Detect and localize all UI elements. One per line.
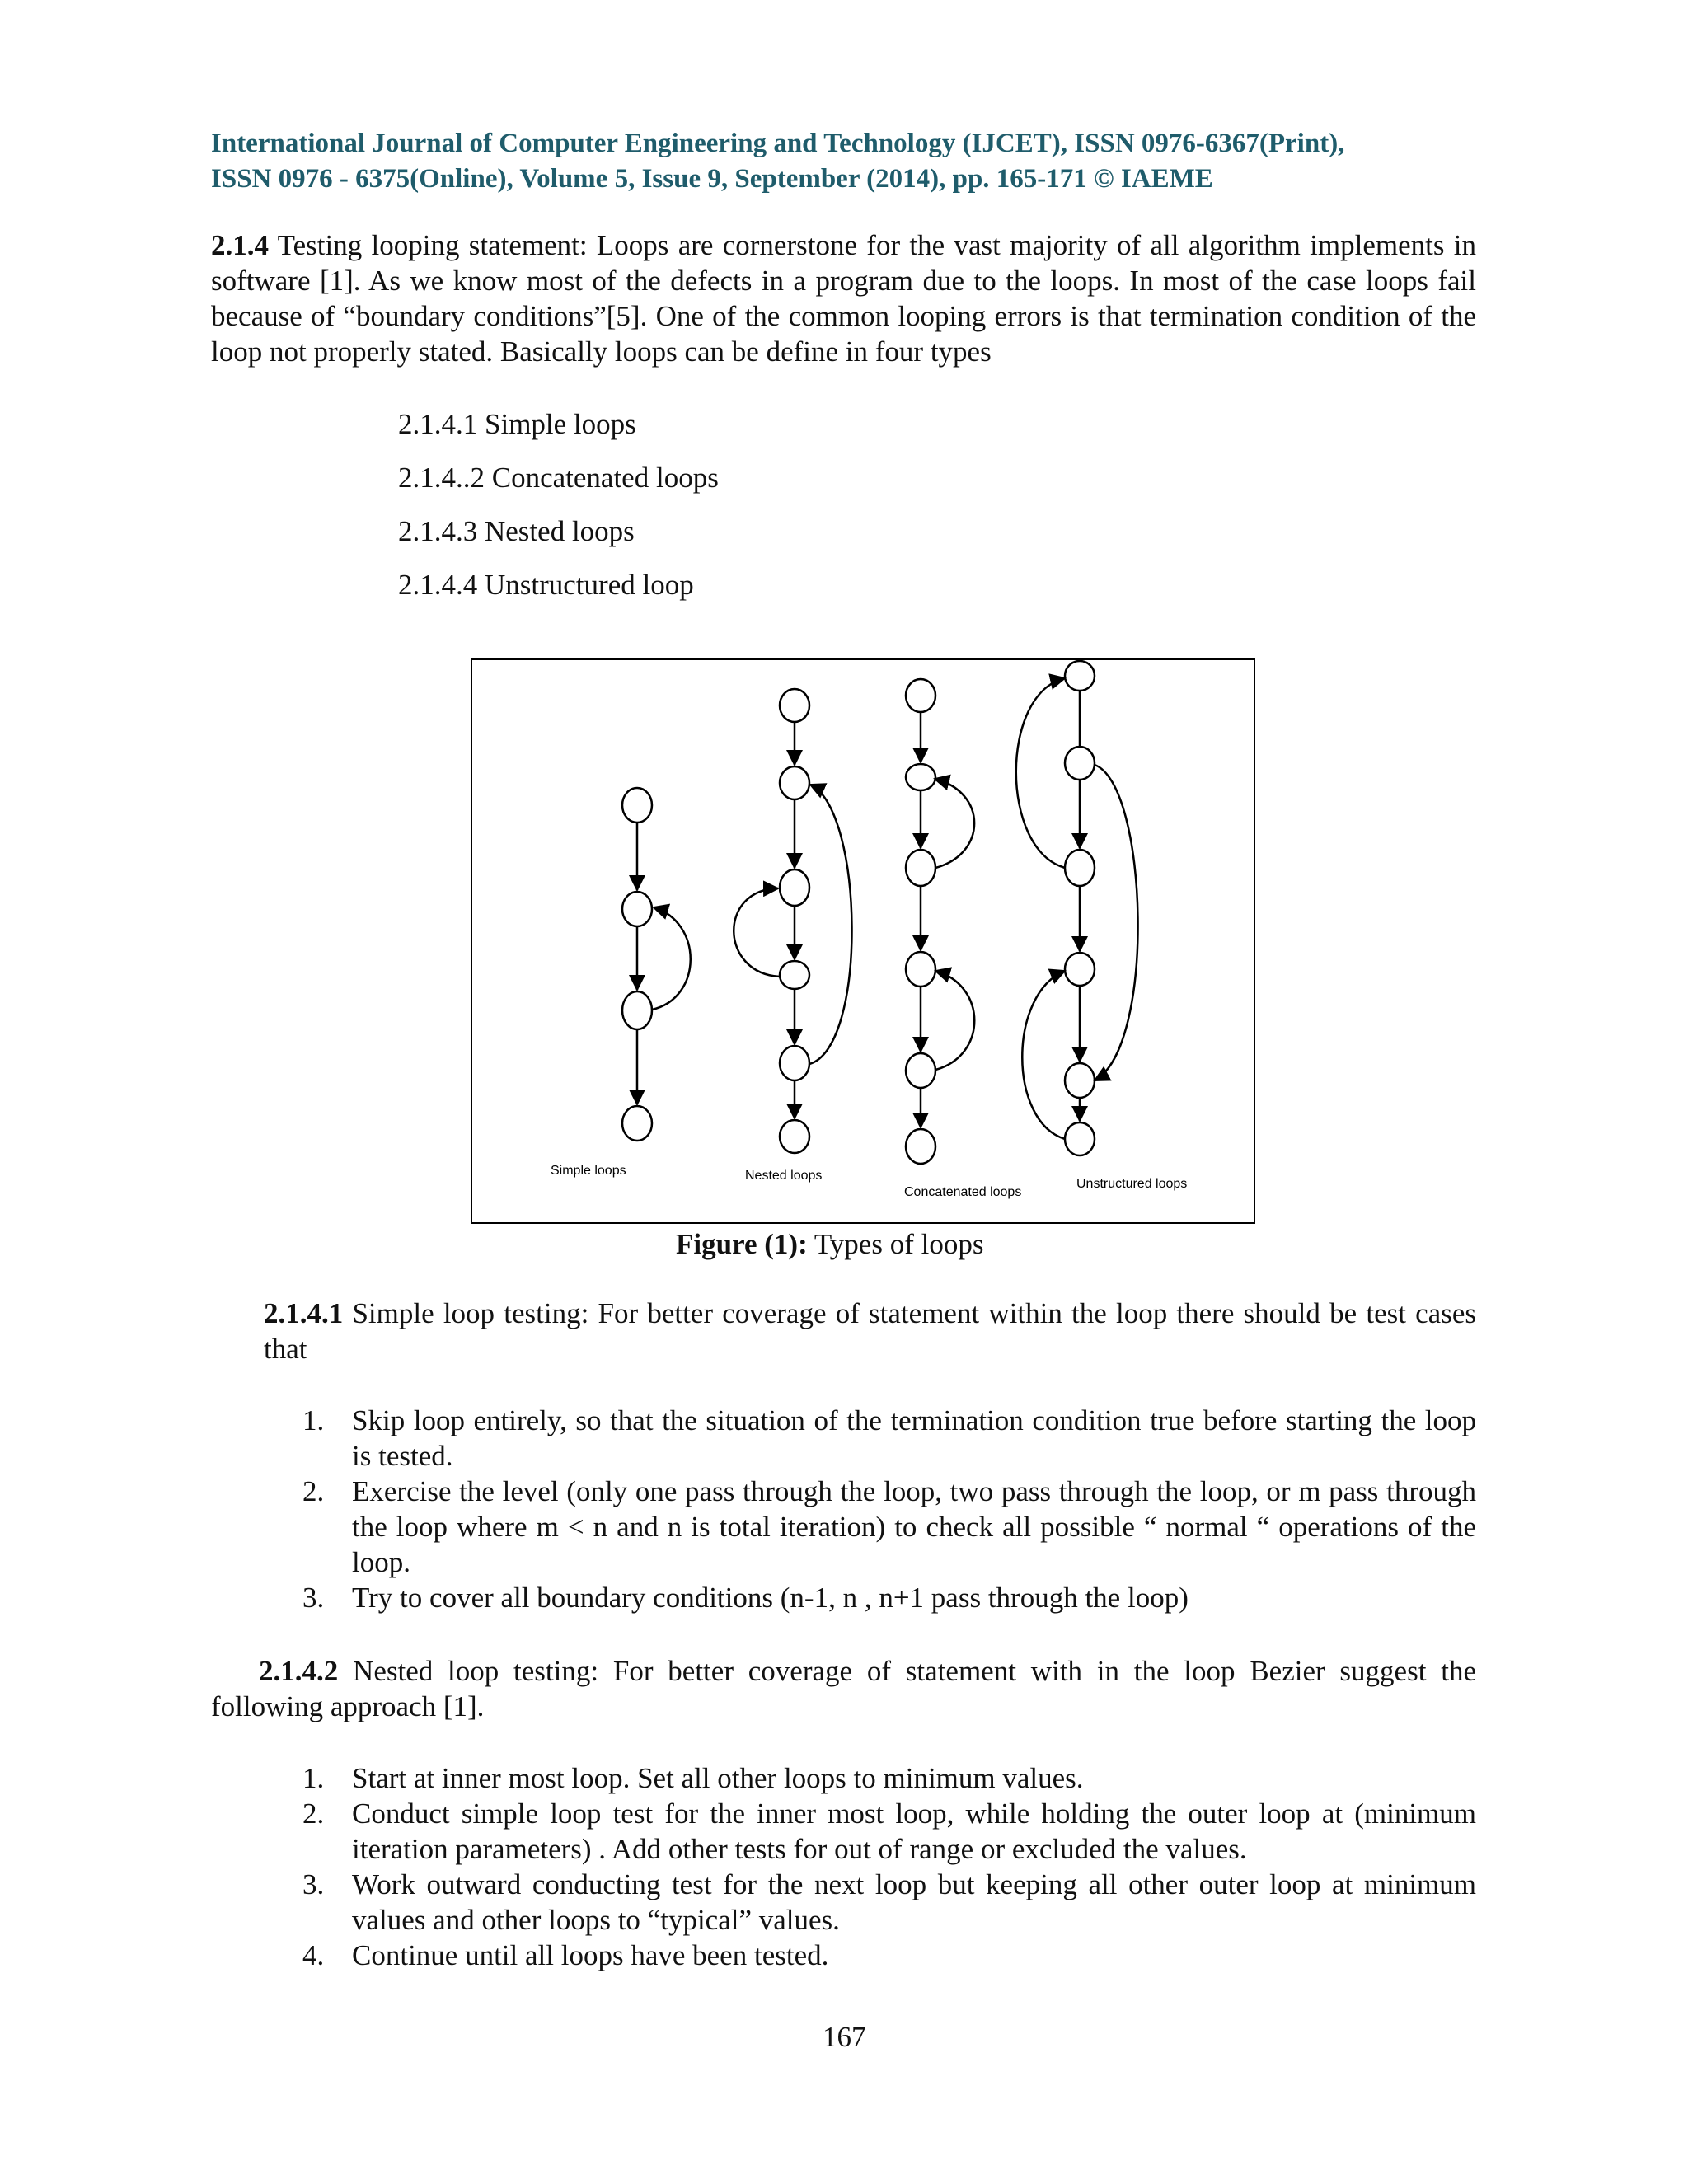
nested-loop-test-list — [302, 1760, 1476, 1973]
list-item — [302, 1403, 1476, 1474]
list-number: 1. — [302, 1404, 325, 1436]
list-number: 2. — [302, 1475, 325, 1507]
flow-node — [906, 1053, 935, 1088]
nested-loops-label: Nested loops — [745, 1169, 823, 1183]
flow-node — [906, 952, 935, 987]
loop-type-item: 2.1.4.4 Unstructured loop — [398, 569, 694, 601]
flow-node — [780, 766, 809, 799]
section-number: 2.1.4.1 — [264, 1297, 344, 1329]
list-item-text: Skip loop entirely, so that the situation of the termination condition true before starting the loop is tested. — [352, 1404, 1476, 1472]
flow-node — [1065, 850, 1095, 886]
loop-types-list — [398, 406, 719, 621]
list-item-text: Exercise the level (only one pass through the loop, two pass through the loop, or m pass through the loop where m < n and n is total iteration) to check all possible “ normal “ operations of the loop. — [352, 1475, 1476, 1578]
header-line-2: ISSN 0976 - 6375(Online), Volume 5, Issue 9, September (2014), pp. 165-171 © IAEME — [211, 164, 1213, 194]
simple-loop-graph — [622, 788, 691, 1141]
loop-types-figure — [471, 658, 1255, 1224]
flow-node — [780, 1046, 809, 1080]
flow-node — [622, 892, 652, 926]
loop-type-item: 2.1.4.1 Simple loops — [398, 408, 636, 440]
section-2-1-4-paragraph — [211, 227, 1476, 369]
flow-node — [780, 961, 809, 989]
list-item — [302, 1760, 1476, 1796]
section-text: Nested loop testing: For better coverage of statement with in the loop Bezier suggest the following approach [1]. — [211, 1655, 1476, 1722]
flow-node — [906, 764, 935, 790]
outer-loop-back-edge — [809, 785, 852, 1064]
list-number: 3. — [302, 1868, 325, 1900]
list-item — [302, 1867, 1476, 1938]
flow-node — [780, 689, 809, 722]
list-item — [302, 1796, 1476, 1867]
flow-node — [906, 679, 935, 712]
list-item — [302, 1580, 1476, 1615]
crossing-forward-edge — [1095, 765, 1138, 1080]
section-2-1-4-1-paragraph — [264, 1296, 1476, 1366]
section-text: Simple loop testing: For better coverage of statement within the loop there should be test cases that — [264, 1297, 1476, 1365]
header-line-1: International Journal of Computer Engineering and Technology (IJCET), ISSN 0976-6367(Print), — [211, 129, 1345, 158]
list-number: 1. — [302, 1762, 325, 1794]
caption-text: Types of loops — [807, 1228, 984, 1260]
list-item — [302, 1938, 1476, 1973]
loop-type-item: 2.1.4.3 Nested loops — [398, 515, 635, 547]
concatenated-loop-graph — [906, 679, 974, 1164]
flow-node — [622, 1106, 652, 1141]
list-item-text: Try to cover all boundary conditions (n-1, n , n+1 pass through the loop) — [352, 1582, 1189, 1614]
flow-node — [1065, 1122, 1095, 1155]
list-number: 3. — [302, 1582, 325, 1614]
section-number: 2.1.4 — [211, 229, 269, 261]
figure-caption — [676, 1226, 983, 1262]
loop-diagram — [472, 660, 1257, 1226]
unstructured-loop-graph — [1016, 661, 1138, 1155]
inner-loop-back-edge — [734, 888, 780, 977]
simple-loops-label: Simple loops — [551, 1164, 626, 1178]
section-number: 2.1.4.2 — [259, 1655, 339, 1687]
list-number: 2. — [302, 1797, 325, 1830]
simple-loop-test-list — [302, 1403, 1476, 1615]
list-item-text: Conduct simple loop test for the inner most loop, while holding the outer loop at (minimum iteration parameters) . Add other tests for out of range or excluded the values. — [352, 1797, 1476, 1865]
unstructured-loops-label: Unstructured loops — [1076, 1177, 1188, 1191]
section-text: Testing looping statement: Loops are cornerstone for the vast majority of all algorithm implements in software [1]. As we know most of the defects in a program due to the loops. In most of the case loops fail because of “boundary conditions”[5]. One of the common looping errors is that termination condition of the loop not properly stated. Basically loops can be define in four types — [211, 229, 1476, 368]
journal-header — [211, 126, 1476, 197]
loop-back-edge — [1022, 971, 1065, 1139]
flow-node — [780, 1120, 809, 1153]
loop-type-item: 2.1.4..2 Concatenated loops — [398, 462, 719, 494]
flow-node — [906, 1129, 935, 1164]
flow-node — [622, 991, 652, 1029]
loop-back-edge — [1016, 678, 1065, 868]
flow-node — [622, 788, 652, 823]
flow-node — [1065, 1063, 1095, 1098]
concatenated-loops-label: Concatenated loops — [904, 1185, 1022, 1199]
first-loop-back-edge — [935, 779, 974, 868]
second-loop-back-edge — [935, 971, 974, 1070]
list-number: 4. — [302, 1939, 325, 1971]
flow-node — [780, 869, 809, 906]
flow-node — [1065, 661, 1095, 691]
list-item-text: Work outward conducting test for the next loop but keeping all other outer loop at minimum values and other loops to “typical” values. — [352, 1868, 1476, 1936]
nested-loop-graph — [734, 689, 851, 1153]
list-item — [302, 1474, 1476, 1580]
caption-label: Figure (1): — [676, 1228, 808, 1260]
flow-node — [906, 850, 935, 886]
loop-back-edge — [652, 907, 691, 1010]
flow-node — [1065, 953, 1095, 986]
list-item-text: Continue until all loops have been tested. — [352, 1939, 829, 1971]
flow-node — [1065, 747, 1095, 780]
section-2-1-4-2-paragraph — [211, 1653, 1476, 1724]
list-item-text: Start at inner most loop. Set all other loops to minimum values. — [352, 1762, 1084, 1794]
page-number: 167 — [823, 2021, 866, 2053]
